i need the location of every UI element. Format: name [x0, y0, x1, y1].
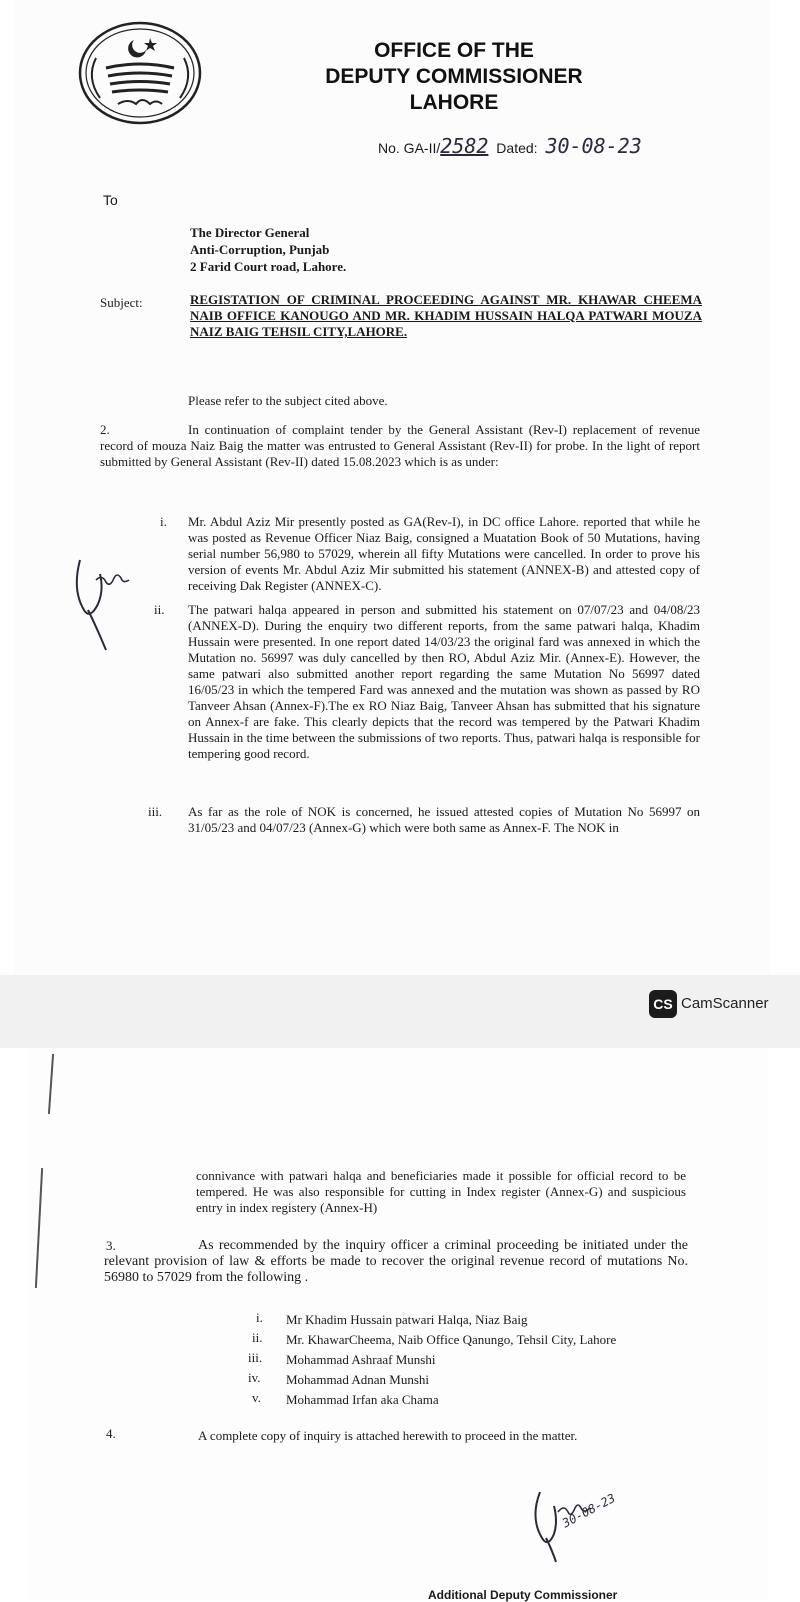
- addressee-line2: Anti-Corruption, Punjab: [190, 242, 330, 257]
- camscanner-label: CamScanner: [681, 995, 769, 1012]
- item-2-number: ii.: [154, 602, 165, 617]
- reference-no-value: 2582: [440, 134, 489, 158]
- accused-4-name: Mohammad Adnan Munshi: [286, 1372, 429, 1387]
- subject-text: REGISTATION OF CRIMINAL PROCEEDING AGAINST MR. KHAWAR CHEEMA NAIB OFFICE KANOUGO AND MR. KHADIM HUSSAIN HALQA PATWARI MOUZA NAIZ BAIG TEHSIL CITY,LAHORE.: [190, 292, 702, 339]
- item-3-number: iii.: [148, 804, 163, 819]
- para2-number: 2.: [100, 422, 110, 437]
- item-2-text: The patwari halqa appeared in person and submitted his statement on 07/07/23 and 04/08/23 (ANNEX-D). During the enquiry two different reports, from the same patwari halqa, Khadim Hussain were presented. In one report dated 14/03/23 the original fard was annexed in which the Mutation no. 56997 was duly cancelled by then RO, Abdul Aziz Mir. (Annex-E). However, the same patwari also submitted another report regarding the same Mutation No 56997 dated 16/05/23 in which the tempered Fard was annexed and the mutation was shown as passed by RO Tanveer Ahsan (Annex-F).The ex RO Niaz Baig, Tanveer Ahsan has submitted that his signature on Annex-f are fake. This clearly depicts that the record was tempered by the Patwari Khadim Hussain in the time between the submissions of two reports. Thus, patwari halqa is responsible for tempering good record.: [188, 602, 700, 761]
- addressee-line3: 2 Farid Court road, Lahore.: [190, 259, 347, 274]
- reference-dated-value: 30-08-23: [545, 134, 642, 158]
- signature-icon: [528, 1486, 638, 1566]
- accused-3-number: iii.: [248, 1350, 263, 1365]
- accused-1-number: i.: [256, 1310, 263, 1325]
- margin-initials-signature-icon: [68, 550, 138, 660]
- signature-date: 30-08-23: [560, 1490, 618, 1531]
- accused-5-name: Mohammad Irfan aka Chama: [286, 1392, 439, 1407]
- subject-label: Subject:: [100, 295, 143, 310]
- office-title-line3: LAHORE: [409, 91, 499, 114]
- accused-3-name: Mohammad Ashraaf Munshi: [286, 1352, 436, 1367]
- government-emblem-icon: [76, 18, 204, 128]
- item-1-text: Mr. Abdul Aziz Mir presently posted as GA(Rev-I), in DC office Lahore. reported that while he was posted as Revenue Officer Niaz Baig, consigned a Muatation Book of 50 Mutations, having serial number 56,980 to 57029, wherein all fifty Mutations were cancelled. In order to prove his version of events Mr. Abdul Aziz Mir submitted his statement (ANNEX-B) and attested copy of receiving Dak Register (ANNEX-C).: [188, 514, 700, 593]
- accused-2-number: ii.: [252, 1330, 263, 1345]
- scan-edge-line: [35, 1168, 43, 1288]
- signatory-designation: Additional Deputy Commissioner: [428, 1588, 618, 1602]
- office-title-line1: OFFICE OF THE: [374, 39, 534, 62]
- item-1-number: i.: [160, 514, 167, 529]
- para4-number: 4.: [106, 1426, 116, 1441]
- letter-page-1: [14, 0, 770, 975]
- para2-text: In continuation of complaint tender by the General Assistant (Rev-I) replacement of revenue record of mouza Naiz Baig the matter was entrusted to General Assistant (Rev-II) for probe. In the light of report submitted by General Assistant (Rev-II) dated 15.08.2023 which is as under:: [100, 422, 700, 469]
- reference-dated-label: Dated:: [496, 140, 538, 156]
- office-title-line2: DEPUTY COMMISSIONER: [325, 65, 583, 88]
- addressee-line1: The Director General: [190, 225, 310, 240]
- letter-page-2: [28, 1048, 768, 1600]
- accused-1-name: Mr Khadim Hussain patwari Halqa, Niaz Baig: [286, 1312, 528, 1327]
- reference-line: [378, 134, 642, 158]
- item-3-text: As far as the role of NOK is concerned, he issued attested copies of Mutation No 56997 on 31/05/23 and 04/07/23 (Annex-G) which were both same as Annex-F. The NOK in: [188, 804, 700, 835]
- para3-text: As recommended by the inquiry officer a criminal proceeding be initiated under the relevant provision of law & efforts be made to recover the original revenue record of mutations No. 56980 to 57029 from the following .: [104, 1238, 688, 1285]
- para3-number: 3.: [106, 1238, 116, 1253]
- page2-continuation-text: connivance with patwari halqa and beneficiaries made it possible for official record to be tempered. He was also responsible for cutting in Index register (Annex-G) and suspicious entry in index registery (Annex-H): [196, 1168, 686, 1215]
- para4-text: A complete copy of inquiry is attached herewith to proceed in the matter.: [198, 1428, 578, 1443]
- accused-4-number: iv.: [248, 1370, 261, 1385]
- reference-no-label: No. GA-II/: [378, 140, 441, 156]
- accused-2-name: Mr. KhawarCheema, Naib Office Qanungo, Tehsil City, Lahore: [286, 1332, 617, 1347]
- accused-5-number: v.: [252, 1390, 261, 1405]
- scan-edge-line: [48, 1054, 54, 1114]
- refer-line: Please refer to the subject cited above.: [188, 393, 388, 408]
- to-label: To: [103, 192, 118, 208]
- page-gap: [0, 975, 800, 1048]
- camscanner-logo-icon: CS: [649, 990, 677, 1018]
